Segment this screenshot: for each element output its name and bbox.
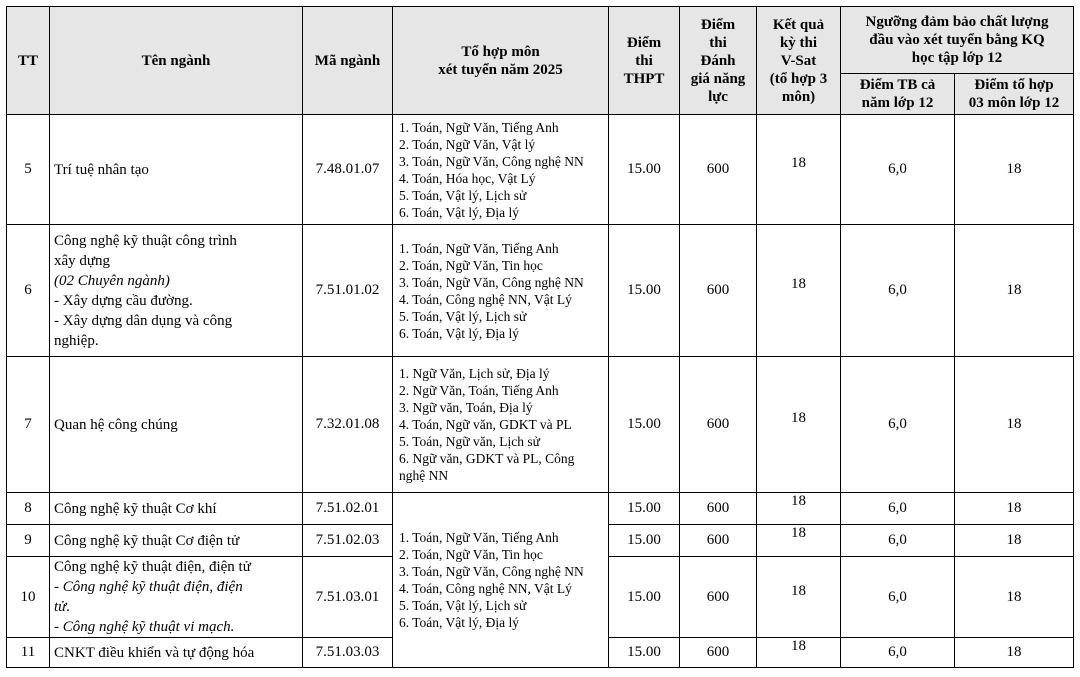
name-line: - Công nghệ kỹ thuật điện, điện <box>54 579 243 595</box>
cell-ten-nganh <box>50 638 303 668</box>
combo-item: nghệ NN <box>399 468 449 483</box>
combo-item: 6. Toán, Vật lý, Địa lý <box>399 325 520 341</box>
combo-item: 1. Ngữ Văn, Lịch sử, Địa lý <box>399 366 550 381</box>
combo-item: 4. Toán, Ngữ văn, GDKT và PL <box>399 417 572 432</box>
cell-thpt: 15.00 <box>609 638 680 668</box>
header-vsat-line2: kỳ thi <box>779 34 818 51</box>
combo-item: 3. Toán, Ngữ Văn, Công nghệ NN <box>399 153 584 169</box>
name-line: Công nghệ kỹ thuật điện, điện tử <box>54 559 251 575</box>
cell-tb: 6,0 <box>841 557 955 638</box>
combo-item: 2. Toán, Ngữ Văn, Tin học <box>399 257 543 273</box>
combo-item: 3. Ngữ văn, Toán, Địa lý <box>399 400 533 415</box>
cell-to-hop <box>393 357 609 493</box>
cell-tt: 11 <box>7 638 50 668</box>
cell-tohop: 18 <box>955 357 1074 493</box>
admission-table <box>6 6 1074 668</box>
cell-vsat <box>757 115 841 225</box>
header-vsat-line5: môn) <box>781 88 816 105</box>
combo-item: 5. Toán, Ngữ văn, Lịch sử <box>399 434 540 449</box>
cell-ma-nganh: 7.51.01.02 <box>303 225 393 357</box>
header-diem-thpt <box>609 7 680 115</box>
cell-tohop: 18 <box>955 525 1074 557</box>
cell-vsat: 18 <box>757 525 841 557</box>
name-line: nghiệp. <box>54 332 99 349</box>
cell-tt: 8 <box>7 493 50 525</box>
header-to-hop-line1: Tổ hợp môn <box>461 43 540 60</box>
combo-item: 2. Toán, Ngữ Văn, Tin học <box>399 547 543 562</box>
header-vsat-line1: Kết quả <box>772 16 825 33</box>
combo-item: 5. Toán, Vật lý, Lịch sử <box>399 598 527 613</box>
name-line: Công nghệ kỹ thuật Cơ điện tử <box>54 532 240 549</box>
vsat-value: 18 <box>791 410 806 426</box>
header-ma-nganh: Mã ngành <box>303 7 393 115</box>
cell-ten-nganh <box>50 357 303 493</box>
cell-thpt: 15.00 <box>609 525 680 557</box>
combo-item: 4. Toán, Hóa học, Vật Lý <box>399 170 536 186</box>
combo-item: 2. Ngữ Văn, Toán, Tiếng Anh <box>399 383 559 398</box>
cell-dgnl: 600 <box>680 638 757 668</box>
header-tb-line1: Điểm TB cả <box>859 77 936 93</box>
cell-ma-nganh: 7.51.02.03 <box>303 525 393 557</box>
header-nguong <box>841 7 1074 74</box>
header-tohop-line2: 03 môn lớp 12 <box>968 95 1060 111</box>
cell-dgnl: 600 <box>680 115 757 225</box>
combo-item: 6. Ngữ văn, GDKT và PL, Công <box>399 451 575 466</box>
name-line: tử. <box>54 599 71 615</box>
table-row <box>7 225 1074 357</box>
cell-dgnl: 600 <box>680 357 757 493</box>
header-tb-line2: năm lớp 12 <box>861 95 934 111</box>
combo-item: 5. Toán, Vật lý, Lịch sử <box>399 187 527 203</box>
table-row <box>7 493 1074 525</box>
header-nguong-line2: đầu vào xét tuyển bằng KQ <box>869 32 1045 48</box>
header-dgnl-line5: lực <box>708 88 728 105</box>
header-vsat-line4: (tổ hợp 3 <box>769 70 828 87</box>
cell-ten-nganh <box>50 493 303 525</box>
header-dgnl-line2: thi <box>709 34 727 51</box>
cell-to-hop-shared <box>393 493 609 668</box>
combo-item: 5. Toán, Vật lý, Lịch sử <box>399 308 527 324</box>
cell-tt: 6 <box>7 225 50 357</box>
cell-tt: 7 <box>7 357 50 493</box>
header-thpt-line1: Điểm <box>626 34 662 51</box>
cell-tb: 6,0 <box>841 525 955 557</box>
cell-thpt: 15.00 <box>609 557 680 638</box>
header-thpt-line3: THPT <box>623 70 665 87</box>
cell-tohop: 18 <box>955 638 1074 668</box>
cell-tt: 9 <box>7 525 50 557</box>
header-tt: TT <box>7 7 50 115</box>
header-vsat <box>757 7 841 115</box>
combo-item: 2. Toán, Ngữ Văn, Vật lý <box>399 136 536 152</box>
name-line-specializations: (02 Chuyên ngành) <box>54 272 170 289</box>
name-line: - Xây dựng dân dụng và công <box>54 312 233 329</box>
cell-tohop: 18 <box>955 225 1074 357</box>
cell-ten-nganh <box>50 115 303 225</box>
vsat-value: 18 <box>791 276 806 292</box>
cell-ma-nganh: 7.51.03.01 <box>303 557 393 638</box>
header-to-hop-mon <box>393 7 609 115</box>
vsat-value: 18 <box>791 155 806 171</box>
cell-thpt: 15.00 <box>609 357 680 493</box>
cell-tt: 10 <box>7 557 50 638</box>
cell-ten-nganh <box>50 225 303 357</box>
cell-ma-nganh: 7.51.02.01 <box>303 493 393 525</box>
vsat-value: 18 <box>791 582 806 599</box>
cell-tohop: 18 <box>955 557 1074 638</box>
cell-vsat <box>757 225 841 357</box>
combo-item: 6. Toán, Vật lý, Địa lý <box>399 204 520 220</box>
cell-tb: 6,0 <box>841 493 955 525</box>
combo-item: 4. Toán, Công nghệ NN, Vật Lý <box>399 291 572 307</box>
header-dgnl-line4: giá năng <box>690 70 746 87</box>
combo-item: 3. Toán, Ngữ Văn, Công nghệ NN <box>399 564 584 579</box>
cell-dgnl: 600 <box>680 557 757 638</box>
cell-ma-nganh: 7.32.01.08 <box>303 357 393 493</box>
name-line: Công nghệ kỹ thuật công trình <box>54 232 237 249</box>
combo-item: 3. Toán, Ngữ Văn, Công nghệ NN <box>399 274 584 290</box>
header-nguong-line3: học tập lớp 12 <box>911 50 1003 66</box>
cell-ma-nganh: 7.48.01.07 <box>303 115 393 225</box>
header-diem-tb <box>841 74 955 115</box>
cell-vsat: 18 <box>757 638 841 668</box>
header-dgnl-line3: Đánh <box>700 52 736 69</box>
cell-thpt: 15.00 <box>609 115 680 225</box>
combo-item: 1. Toán, Ngữ Văn, Tiếng Anh <box>399 530 559 545</box>
cell-dgnl: 600 <box>680 493 757 525</box>
cell-ma-nganh: 7.51.03.03 <box>303 638 393 668</box>
header-to-hop-line2: xét tuyển năm 2025 <box>438 61 563 78</box>
cell-dgnl: 600 <box>680 225 757 357</box>
cell-vsat <box>757 357 841 493</box>
cell-vsat <box>757 557 841 638</box>
combo-item: 4. Toán, Công nghệ NN, Vật Lý <box>399 581 572 596</box>
name-line: xây dựng <box>54 252 111 269</box>
cell-dgnl: 600 <box>680 525 757 557</box>
header-diem-dgnl <box>680 7 757 115</box>
combo-item: 6. Toán, Vật lý, Địa lý <box>399 615 520 630</box>
name-line: CNKT điều khiển và tự động hóa <box>54 644 255 661</box>
header-tohop-line1: Điểm tổ hợp <box>974 77 1054 93</box>
cell-ten-nganh <box>50 557 303 638</box>
header-nguong-line1: Ngưỡng đảm bảo chất lượng <box>865 14 1049 30</box>
cell-tb: 6,0 <box>841 115 955 225</box>
cell-tohop: 18 <box>955 493 1074 525</box>
cell-tb: 6,0 <box>841 357 955 493</box>
name-line: - Công nghệ kỹ thuật vi mạch. <box>54 619 235 635</box>
cell-tb: 6,0 <box>841 225 955 357</box>
cell-thpt: 15.00 <box>609 225 680 357</box>
combo-item: 1. Toán, Ngữ Văn, Tiếng Anh <box>399 240 559 256</box>
cell-to-hop <box>393 115 609 225</box>
header-thpt-line2: thi <box>635 52 653 69</box>
name-line: Công nghệ kỹ thuật Cơ khí <box>54 500 217 517</box>
header-vsat-line3: V-Sat <box>780 52 817 69</box>
name-line: Trí tuệ nhân tạo <box>54 161 149 178</box>
cell-ten-nganh <box>50 525 303 557</box>
header-dgnl-line1: Điểm <box>700 16 736 33</box>
cell-thpt: 15.00 <box>609 493 680 525</box>
name-line: - Xây dựng cầu đường. <box>54 292 193 309</box>
cell-tohop: 18 <box>955 115 1074 225</box>
header-diem-to-hop <box>955 74 1074 115</box>
table-row <box>7 357 1074 493</box>
table-row <box>7 115 1074 225</box>
header-ten-nganh: Tên ngành <box>50 7 303 115</box>
name-line: Quan hệ công chúng <box>54 416 178 433</box>
cell-to-hop <box>393 225 609 357</box>
cell-tt: 5 <box>7 115 50 225</box>
combo-item: 1. Toán, Ngữ Văn, Tiếng Anh <box>399 119 559 135</box>
cell-tb: 6,0 <box>841 638 955 668</box>
cell-vsat: 18 <box>757 493 841 525</box>
